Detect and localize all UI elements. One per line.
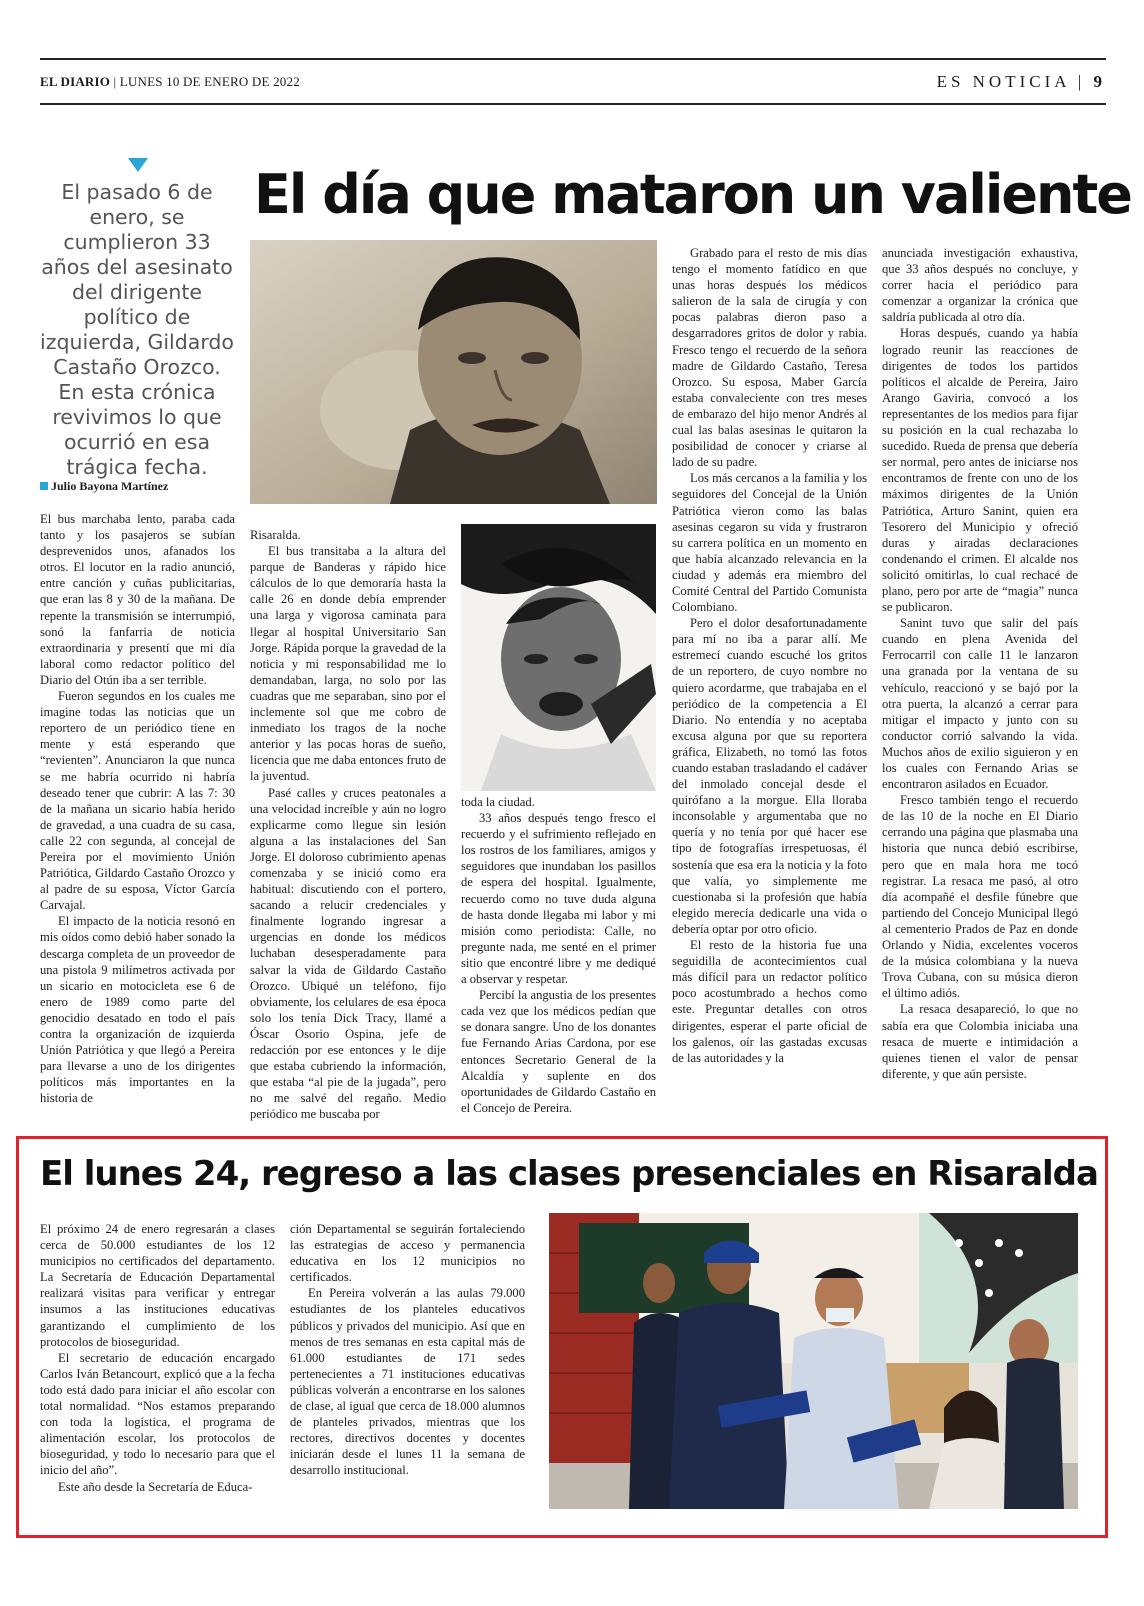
page-number: 9 (1093, 72, 1106, 91)
paragraph: Percibí la angustia de los presentes cada vez que los médicos pedían que se donara sangre. Uno de los donantes fue Fernando Arias Cardona, por ese entonces Secretario General de la Alcaldía y suplente en dos oportunidades de Gildardo Castaño en el Concejo de Pereira. (461, 988, 656, 1115)
main-headline: El día que mataron un valiente (254, 163, 1131, 226)
article-column-3 (461, 794, 656, 1133)
paragraph: ción Departamental se seguirán fortaleciendo las estrategias de acceso y permanencia educativa en los 12 municipios no certificados. (290, 1222, 525, 1285)
paragraph: El impacto de la noticia resonó en mis oídos como debió haber sonado la descarga completa de un proveedor de una pistola 9 milímetros activada por un sicario en motocicleta ese 6 de enero de 1989 como parte del genocidio desatado en todo el país contra la organización de izquierda Unión Patriótica y que llegó a Pereira para llevarse a uno de los dirigentes políticos más importantes en la historia de (40, 914, 235, 1106)
paragraph: Pasé calles y cruces peatonales a una velocidad increíble y aún no logro explicarme como llegue sin lesión alguna a las instalaciones del San Jorge. El doloroso cubrimiento apenas comenzaba y se inició como era habitual: discutiendo con el portero, sacando a relucir credenciales y finalmente logrando ingresar a urgencias en donde los médicos luchaban desesperadamente para salvar la vida de Gildardo Castaño Orozco. Ubiqué un teléfono, fijo obviamente, los celulares de esa época solo los tenía Dick Tracy, llamé a Óscar Osorio Ospina, jefe de redacción por ese entonces y le dije que estaba cubriendo la información, que estaba “al pie de la jugada”, pero no me salvé del regaño. Medio periódico me buscaba por (250, 785, 446, 1122)
paragraph: 33 años después tengo fresco el recuerdo y el sufrimiento reflejado en los rostros de los familiares, amigos y seguidores que inundaban los pasillos de espera del hospital. Igualmente, recuerdo como no tuve duda alguna de hasta donde llegaba mi labor y mi misión como periodista: Calle, no pregunte nada, me senté en el primer sitio que encontré libre y me dediqué a observar y respetar. (461, 811, 656, 987)
masthead-line: EL DIARIO | LUNES 10 DE ENERO DE 2022 (40, 74, 300, 89)
paragraph: toda la ciudad. (461, 795, 535, 809)
article-column-1 (40, 511, 235, 1133)
top-rule (40, 58, 1106, 60)
triangle-marker-icon (128, 158, 148, 172)
brief-column-1 (40, 1221, 275, 1511)
paragraph: anunciada investigación exhaustiva, que 33 años después no concluye, y correr hacia el periódico para comenzar a organizar la crónica que saldría publicada al otro día. (882, 246, 1078, 325)
section-name: ES NOTICIA (936, 72, 1070, 91)
paragraph: Este año desde la Secretaría de Educa- (58, 1479, 253, 1494)
byline-author: Julio Bayona Martínez (51, 479, 169, 493)
paragraph: Sanint tuvo que salir del país cuando en plena Avenida del Ferrocarril con calle 11 le lanzaron una granada por la ventana de su vehículo, reaccionó y se bajó por la otra puerta, la alcanzó a cerrar para mitigar el impacto y junto con su conductor corrió salvando la vida. Muchos años de exilio siguieron y en los cuales con Fernando Arias se encontraron asilados en Ecuador. (882, 616, 1078, 792)
section-label: ES NOTICIA | 9 (936, 72, 1106, 91)
article-column-4 (672, 245, 867, 1133)
byline (40, 479, 168, 494)
article-column-2 (250, 527, 446, 1133)
paper-name: EL DIARIO (40, 74, 111, 89)
speech-photo-castano (461, 524, 656, 791)
paragraph: Fresco también tengo el recuerdo de las 10 de la noche en El Diario cerrando una página que plasmaba una historia que nunca debió escribirse, pero que en mala hora me tocó registrar. La resaca me pasó, al otro día acompañé el desfile fúnebre que partiendo del Concejo Municipal llegó al cementerio Prados de Paz en donde Orlando y Nidia, excelentes voceros de la música colombiana y la nueva Trova Cubana, con su música dieron el último adiós. (882, 793, 1078, 1001)
issue-date: LUNES 10 DE ENERO DE 2022 (119, 74, 300, 89)
paragraph: El secretario de educación encargado Carlos Iván Betancourt, explicó que a la fecha todo está dado para iniciar el año escolar con total normalidad. “Nos estamos preparando con toda la logística, el programa de alimentación escolar, los protocolos de bioseguridad, y todo lo necesario para que el inicio del año”. (40, 1350, 275, 1478)
paragraph: Los más cercanos a la familia y los seguidores del Concejal de la Unión Patriótica vieron como las balas asesinas cegaron su vida y frustraron su carrera política en un momento en que había alcanzado relevancia en la ciudad y además era miembro del Comité Central del Partido Comunista Colombiano. (672, 471, 867, 615)
paragraph: Fueron segundos en los cuales me imagine todas las noticias que un reportero de un periódico tiene en mente y está esperando que “revienten”. Anunciaron la que nunca se me habría ocurrido ni habría deseado tener que cubrir: A las 7: 30 de la mañana un sicario había herido de gravedad, a una cuadra de su casa, calle 22 con segunda, al concejal de Pereira por el movimiento Unión Patriótica, Gildardo Castaño Orozco y al padre de su esposa, Víctor García Carvajal. (40, 689, 235, 913)
paragraph: El próximo 24 de enero regresarán a clases cerca de 50.000 estudiantes de los 12 municipios no certificados del departamento. La Secretaría de Educación Departamental realizará visitas para verificar y entregar insumos a las instituciones educativas garantizando el cumplimiento de los protocolos de bioseguridad. (40, 1222, 275, 1349)
paragraph: Pero el dolor desafortunadamente para mí no iba a parar allí. Me estremecí cuando escuché los gritos de un reportero, de cuyo nombre no quiero acordarme, que trabajaba en el periódico de la competencia a El Diario. No entendía y no aceptaba excusa alguna por que su reportera gráfica, Elizabeth, no tomó las fotos cuando estaban trasladando el cadáver del inmolado concejal desde el quirófano a la morgue. Ella lloraba inconsolable y argumentaba que no quería y no tenía por qué hacer ese tipo de fotografías irrespetuosas, él sostenía que esa era la noticia y la foto que valía, yo simplemente me cuestionaba si la profesión que había elegido merecía dedicarle una vida o debería optar por otro oficio. (672, 616, 867, 936)
header-rule (40, 103, 1106, 105)
paragraph: El resto de la historia fue una seguidilla de acontecimientos cual más difícil para un redactor político poco acostumbrado a hechos como este. Preguntar detalles con otros dirigentes, esperar el parte oficial de los galenos, oír las gastadas excusas de las autoridades y la (672, 938, 867, 1065)
classroom-photo (549, 1213, 1078, 1509)
paragraph: El bus marchaba lento, paraba cada tanto y los pasajeros se subían desprevenidos unos, afanados los otros. El locutor en la radio anunció, entre canción y cuñas publicitarias, que eran las 8 y 30 de la mañana. De repente la transmisión se interrumpió, sonó la fanfarria de noticia extraordinaria y presentí que mi día laboral como redactor político del Diario del Otún iba a ser terrible. (40, 512, 235, 687)
article-column-5 (882, 245, 1078, 1133)
article-lede: El pasado 6 de enero, se cumplieron 33 años del asesinato del dirigente político de izquierda, Gildardo Castaño Orozco. En esta crónica revivimos lo que ocurrió en esa trágica fecha. (40, 180, 234, 479)
paragraph: En Pereira volverán a las aulas 79.000 estudiantes de los planteles educativos públicos y privados del municipio. Así que en menos de tres semanas en esta capital más de 61.000 estudiantes de 171 sedes pertenecientes a 71 instituciones educativas públicas volverán a encontrarse en los salones de clase, al igual que cerca de 18.000 alumnos de planteles privados, mientras que los rectores, directivos docentes y docentes iniciarán desde el lunes 11 la semana de desarrollo institucional. (290, 1286, 525, 1478)
portrait-photo-castano (250, 240, 657, 504)
paragraph: El bus transitaba a la altura del parque de Banderas y rápido hice cálculos de lo que demoraría hasta la calle 26 en donde debía emprender una larga y vigorosa caminata para llegar al hospital Universitario San Jorge. Rápida porque la gravedad de la noticia y mi responsabilidad me lo demandaban, larga, no solo por las cuadras que me separaban, sino por el inclemente sol que me cobro de inmediato los tragos de la noche anterior y las pocas horas de sueño, licencia que me daba entonces fruto de la juventud. (250, 544, 446, 784)
second-headline: El lunes 24, regreso a las clases presenciales en Risaralda (40, 1154, 1098, 1194)
paragraph: Grabado para el resto de mis días tengo el momento fatídico en que unas horas después los médicos salieron de la sala de cirugía y con pocas palabras dieron paso a desgarradores gritos de dolor y rabia. Fresco tengo el recuerdo de la señora madre de Gildardo Castaño, Teresa Orozco. Su esposa, Maber García estaba convaleciente con tres meses de embarazo del hijo menor Andrés al cual las balas asesinas le quitaron la posibilidad de conocer y criarse al lado de su padre. (672, 246, 867, 470)
paragraph: Risaralda. (250, 528, 301, 542)
paragraph: La resaca desapareció, lo que no sabía era que Colombia iniciaba una resaca de muerte e intimidación a quienes tienen el valor de pensar diferente, y que aún persiste. (882, 1002, 1078, 1081)
brief-column-2 (290, 1221, 525, 1511)
paragraph: Horas después, cuando ya había logrado reunir las reacciones de dirigentes de todos los partidos políticos el alcalde de Pereira, Jairo Arango Gaviria, convocó a los representantes de los medios para fijar su posición en la cual rechazaba lo sucedido. Rueda de prensa que debería ser normal, pero antes de iniciarse nos encontramos de frente con uno de los máximos dirigentes de la Unión Patriótica, Arturo Sanint, quien era Tesorero del Municipio y ofreció duras y airadas declaraciones condenando el crimen. El alcalde nos solicitó omitirlas, lo cual rechacé de plano, pero por arte de “magia” nunca se publicaron. (882, 326, 1078, 615)
byline-square-icon (40, 482, 48, 490)
